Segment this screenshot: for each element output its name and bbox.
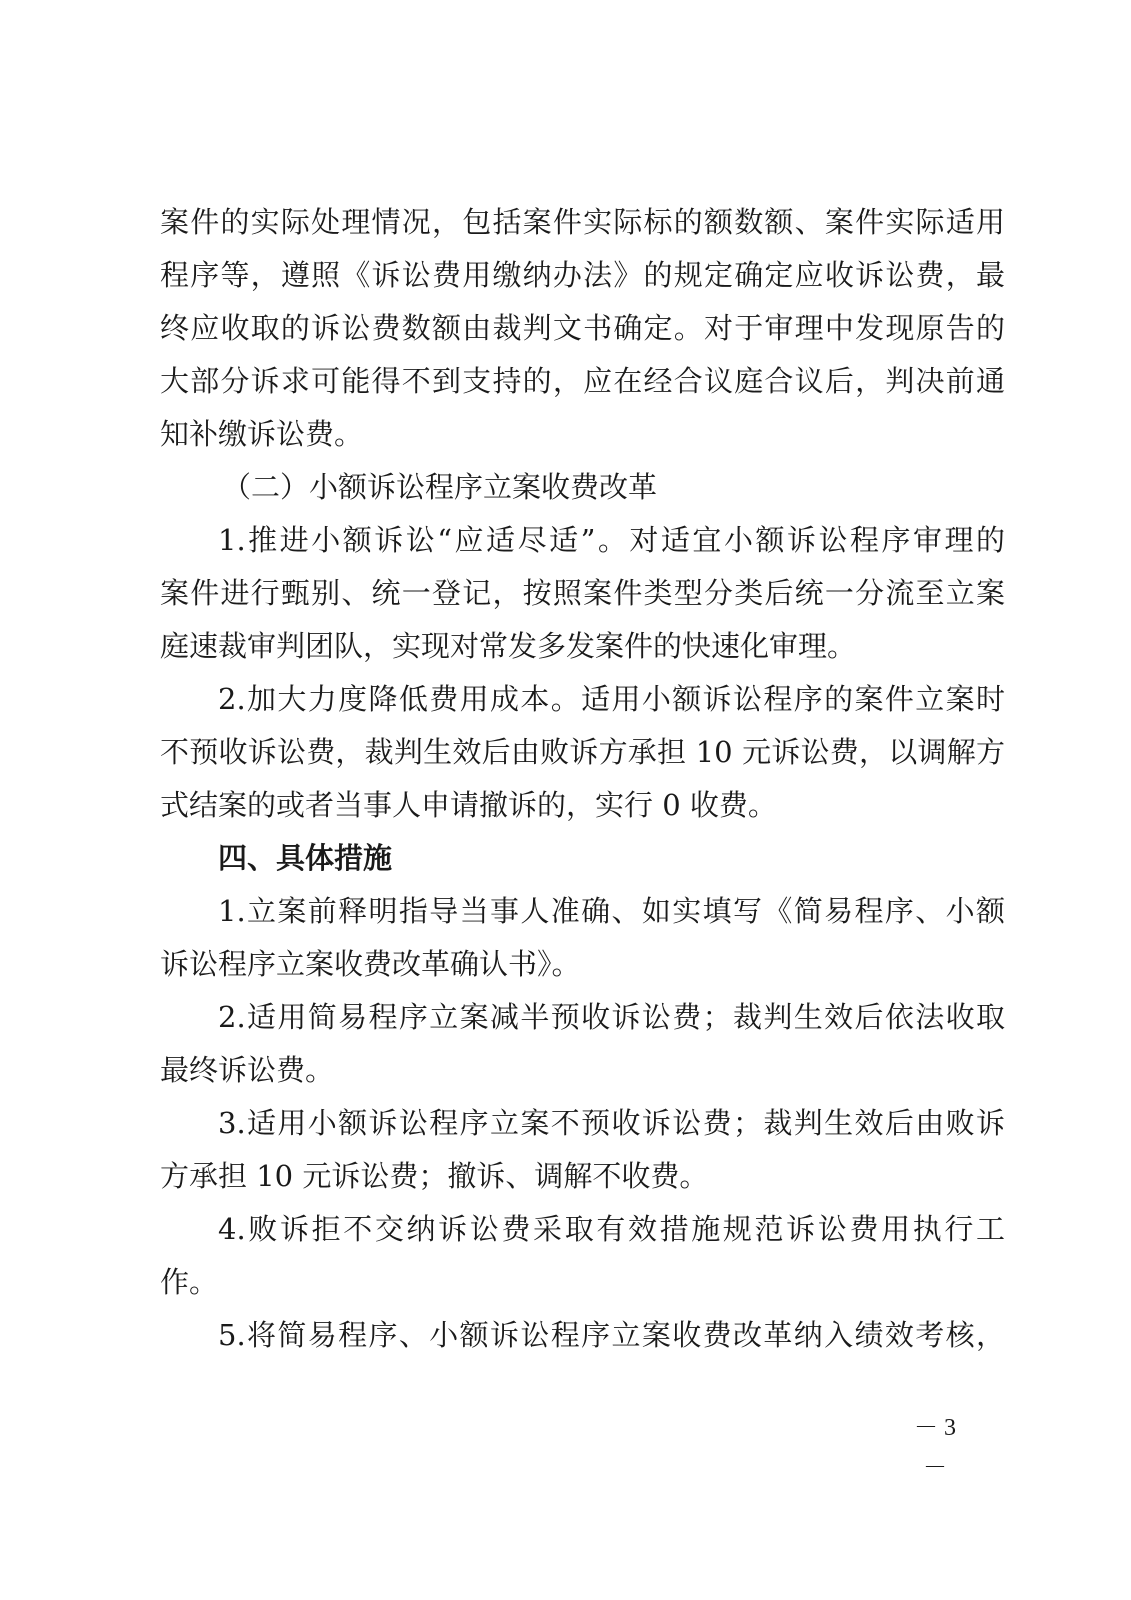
body-line: 最终诉讼费。 (160, 1053, 335, 1087)
page-number: － 3 － (914, 1415, 956, 1481)
body-line: 庭速裁审判团队，实现对常发多发案件的快速化审理。 (160, 629, 857, 663)
body-line: 方承担 10 元诉讼费；撤诉、调解不收费。 (160, 1159, 709, 1193)
body-line: 式结案的或者当事人申请撤诉的，实行 0 收费。 (160, 788, 777, 822)
section-heading: 四、具体措施 (218, 841, 393, 875)
body-line: 5.将简易程序、小额诉讼程序立案收费改革纳入绩效考核， (218, 1318, 1005, 1352)
subsection-heading: （二）小额诉讼程序立案收费改革 (222, 470, 658, 504)
body-line: 4.败诉拒不交纳诉讼费采取有效措施规范诉讼费用执行工 (218, 1212, 1005, 1246)
body-line: 2.加大力度降低费用成本。适用小额诉讼程序的案件立案时 (218, 682, 1005, 716)
body-line: 终应收取的诉讼费数额由裁判文书确定。对于审理中发现原告的 (160, 311, 1005, 345)
body-line: 1.立案前释明指导当事人准确、如实填写《简易程序、小额 (218, 894, 1005, 928)
body-line: 3.适用小额诉讼程序立案不预收诉讼费；裁判生效后由败诉 (218, 1106, 1005, 1140)
body-line: 1.推进小额诉讼“应适尽适”。对适宜小额诉讼程序审理的 (218, 523, 1005, 557)
body-line: 诉讼程序立案收费改革确认书》。 (160, 947, 581, 981)
document-body (160, 196, 1005, 1362)
body-line: 2.适用简易程序立案减半预收诉讼费；裁判生效后依法收取 (218, 1000, 1005, 1034)
body-line: 程序等，遵照《诉讼费用缴纳办法》的规定确定应收诉讼费，最 (160, 258, 1005, 292)
body-line: 不预收诉讼费，裁判生效后由败诉方承担 10 元诉讼费，以调解方 (160, 735, 1005, 769)
body-line: 大部分诉求可能得不到支持的，应在经合议庭合议后，判决前通 (160, 364, 1005, 398)
body-line: 案件的实际处理情况，包括案件实际标的额数额、案件实际适用 (160, 205, 1005, 239)
body-line: 知补缴诉讼费。 (160, 417, 364, 451)
body-line: 案件进行甄别、统一登记，按照案件类型分类后统一分流至立案 (160, 576, 1005, 610)
body-line: 作。 (160, 1265, 219, 1299)
